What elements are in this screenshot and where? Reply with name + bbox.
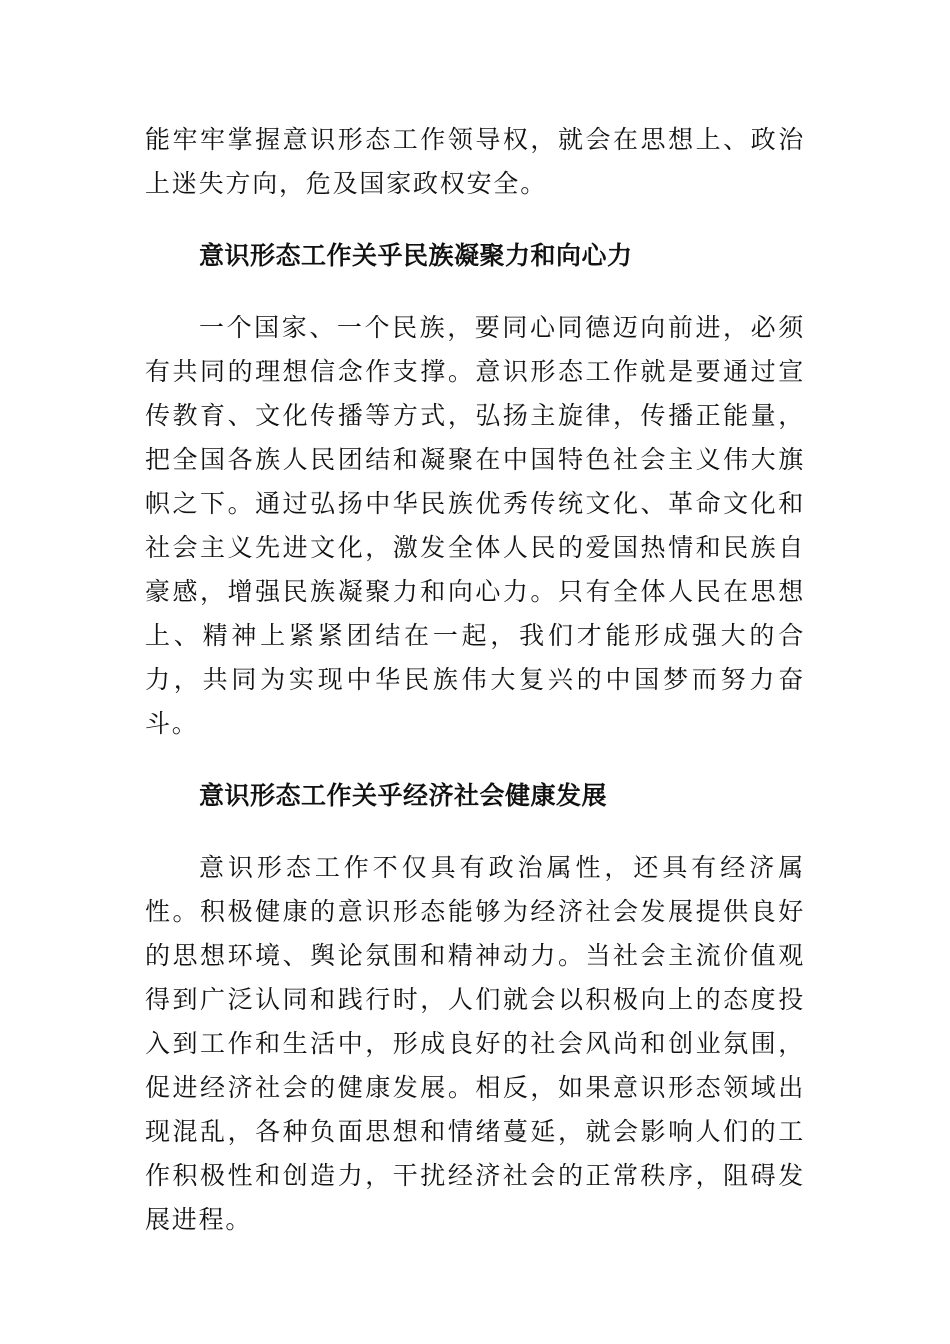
section-body-economic-development: 意识形态工作不仅具有政治属性，还具有经济属性。积极健康的意识形态能够为经济社会发展提供良好的思想环境、舆论氛围和精神动力。当社会主流价值观得到广泛认同和践行时，人们就会以积极向上的态度投入到工作和生活中，形成良好的社会风尚和创业氛围，促进经济社会的健康发展。相反，如果意识形态领域出现混乱，各种负面思想和情绪蔓延，就会影响人们的工作积极性和创造力，干扰经济社会的正常秩序，阻碍发展进程。 <box>145 853 805 1234</box>
section-heading-national-cohesion: 意识形态工作关乎民族凝聚力和向心力 <box>199 241 633 270</box>
section-heading-economic-development: 意识形态工作关乎经济社会健康发展 <box>199 781 608 810</box>
document-page <box>145 118 805 1242</box>
intro-paragraph-continuation: 能牢牢掌握意识形态工作领导权，就会在思想上、政治上迷失方向，危及国家政权安全。 <box>145 125 805 198</box>
section-body-national-cohesion: 一个国家、一个民族，要同心同德迈向前进，必须有共同的理想信念作支撑。意识形态工作就是要通过宣传教育、文化传播等方式，弘扬主旋律，传播正能量，把全国各族人民团结和凝聚在中国特色社会主义伟大旗帜之下。通过弘扬中华民族优秀传统文化、革命文化和社会主义先进文化，激发全体人民的爱国热情和民族自豪感，增强民族凝聚力和向心力。只有全体人民在思想上、精神上紧紧团结在一起，我们才能形成强大的合力，共同为实现中华民族伟大复兴的中国梦而努力奋斗。 <box>145 313 805 738</box>
